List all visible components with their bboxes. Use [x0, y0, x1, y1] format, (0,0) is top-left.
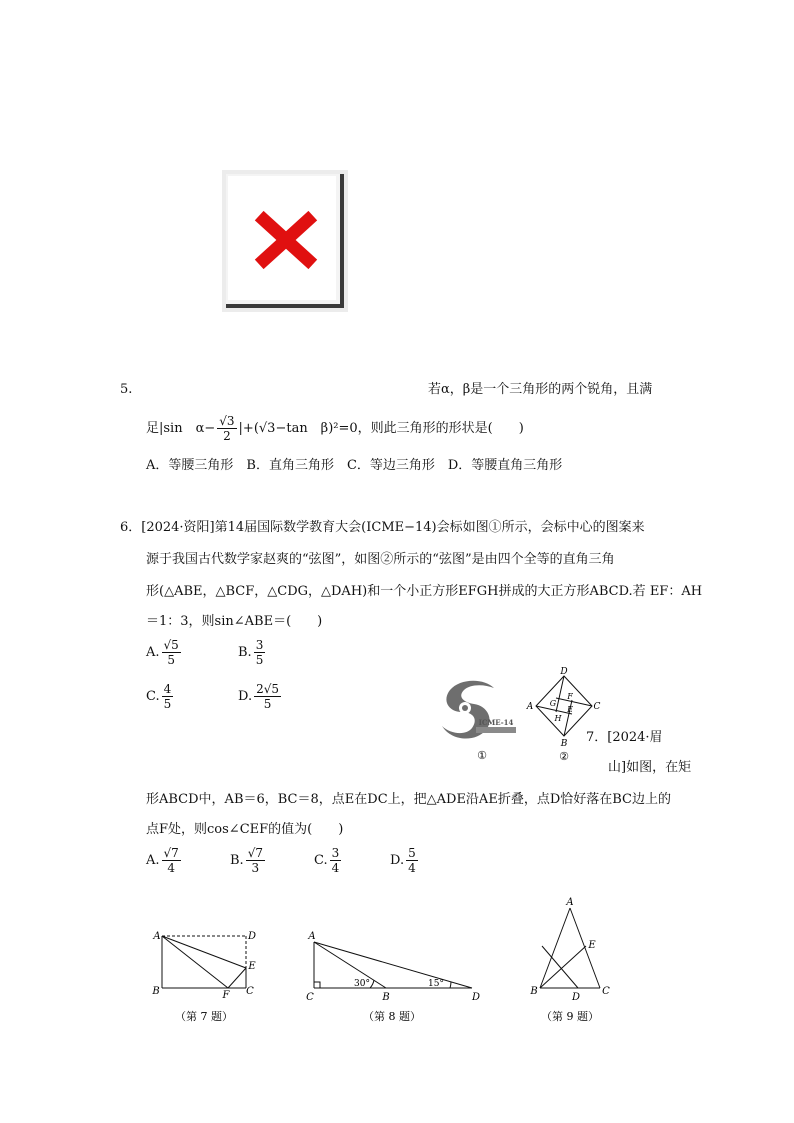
- q6-option-d-den: 5: [263, 697, 272, 711]
- q7-option-a-num: √7: [163, 846, 179, 860]
- q7-option-d-label: D.: [390, 853, 405, 868]
- q7-option-b-frac: [246, 846, 265, 875]
- figure-q7-caption: （第 7 题）: [175, 1010, 233, 1023]
- q6-line3: 形(△ABE，△BCF，△CDG，△DAH)和一个小正方形EFGH拼成的大正方形ABCD.若 EF：AH: [146, 584, 703, 599]
- fig8-point-B: B: [382, 992, 390, 1003]
- fig2-point-D: D: [560, 667, 568, 677]
- q6-option-d-num: 2√5: [256, 682, 280, 696]
- q5-line2-post: |+(√3−tan β)²=0，则此三角形的形状是( ): [238, 421, 524, 436]
- q6-option-b-label: B.: [238, 645, 252, 660]
- q6-option-b-num: 3: [255, 638, 264, 652]
- fig7-point-D: D: [247, 931, 257, 942]
- q6-option-b-den: 5: [255, 653, 264, 667]
- q6-option-c-frac: [162, 682, 174, 711]
- fig2-point-H: H: [554, 714, 562, 723]
- q6-line2: 源于我国古代数学家赵爽的“弦图”，如图②所示的“弦图”是由四个全等的直角三角: [146, 552, 615, 567]
- figure-q7: [146, 924, 266, 1028]
- fig1-label: ①: [477, 749, 487, 762]
- fig2-point-G: G: [549, 699, 557, 708]
- q6-option-b: [238, 638, 267, 667]
- q5-frac-den: 2: [223, 429, 231, 443]
- fig7-point-C: C: [246, 986, 254, 997]
- q5-frac-num: √3: [219, 414, 235, 428]
- icme-logo-text: ICME-14: [478, 718, 514, 727]
- q7-option-d-den: 4: [408, 861, 416, 875]
- q6-line1: 6．[2024·资阳]第14届国际数学教育大会(ICME−14)会标如图①所示，会标中心的图案来: [120, 520, 645, 535]
- q7-option-a-label: A.: [146, 853, 160, 868]
- fig7-point-E: E: [248, 961, 256, 972]
- q5-options: A．等腰三角形 B．直角三角形 C．等边三角形 D．等腰直角三角形: [146, 458, 563, 473]
- q6-option-c-label: C.: [146, 689, 160, 704]
- q7-option-d-num: 5: [408, 846, 416, 860]
- q5-number: 5.: [120, 382, 133, 397]
- q6-option-b-frac: [254, 638, 266, 667]
- fig2-point-B: B: [560, 739, 568, 749]
- figure-q8: [300, 926, 490, 1028]
- figure-q8-caption: （第 8 题）: [363, 1010, 421, 1023]
- q7-option-b: [230, 846, 267, 875]
- figure-q9: [520, 894, 620, 1028]
- fig9-point-D: D: [571, 992, 581, 1003]
- string-diagram-figure: [524, 666, 604, 766]
- fig7-point-F: F: [222, 990, 230, 1001]
- q6-option-a-label: A.: [146, 645, 160, 660]
- icme-logo-figure: [432, 672, 532, 764]
- fig2-point-F: F: [567, 692, 573, 701]
- q6-option-c-den: 5: [163, 697, 172, 711]
- fig9-point-B: B: [530, 986, 538, 997]
- q7-option-b-den: 3: [251, 861, 260, 875]
- q7-option-b-num: √7: [247, 846, 263, 860]
- q7-option-c-frac: [330, 846, 342, 875]
- q6-option-d-frac: [254, 682, 281, 711]
- broken-image-placeholder: [222, 170, 348, 312]
- icme-logo-icon: [442, 681, 516, 739]
- fig2-label: ②: [559, 750, 569, 763]
- q7-option-b-label: B.: [230, 853, 244, 868]
- q6-option-d: [238, 682, 283, 711]
- fig8-angle-30: 30°: [354, 979, 370, 989]
- figure-q7-lines: [162, 936, 246, 988]
- fig7-point-A: A: [153, 931, 161, 942]
- q7-option-c-label: C.: [314, 853, 328, 868]
- broken-image-icon: [222, 170, 348, 312]
- fig9-point-E: E: [588, 940, 596, 951]
- q5-line2: [146, 414, 524, 443]
- q7-line3: 形ABCD中，AB＝6，BC＝8，点E在DC上，把△ADE沿AE折叠，点D恰好落在BC边上的: [146, 792, 671, 807]
- q6-option-a: [146, 638, 183, 667]
- fig8-point-D: D: [471, 992, 481, 1003]
- fig9-point-C: C: [602, 986, 610, 997]
- fig2-point-C: C: [593, 702, 601, 712]
- q5-line2-pre: 足|sin α−: [146, 421, 216, 436]
- fig2-point-A: A: [526, 702, 534, 712]
- q6-option-c-num: 4: [163, 682, 172, 696]
- q7-line4: 点F处，则cos∠CEF的值为( ): [146, 822, 344, 837]
- fig8-angle-15: 15°: [428, 979, 444, 989]
- fig7-point-B: B: [152, 986, 160, 997]
- q7-line1: 7．[2024·眉: [586, 730, 663, 745]
- figure-q8-lines: [314, 942, 472, 988]
- q5-line1: 若α，β是一个三角形的两个锐角，且满: [428, 382, 653, 397]
- q6-option-a-num: √5: [163, 638, 179, 652]
- q7-line2: 山]如图，在矩: [608, 760, 692, 775]
- q6-option-d-label: D.: [238, 689, 253, 704]
- q6-line4: ＝1：3，则sin∠ABE＝( ): [146, 614, 323, 629]
- q7-option-c-num: 3: [331, 846, 340, 860]
- fig8-point-C: C: [306, 992, 314, 1003]
- q7-option-a: [146, 846, 183, 875]
- fig9-point-A: A: [566, 897, 574, 908]
- fig2-point-E: E: [567, 705, 573, 714]
- fig8-point-A: A: [308, 931, 316, 942]
- q6-option-a-frac: [162, 638, 181, 667]
- q7-option-c: [314, 846, 343, 875]
- q7-option-d-frac: [406, 846, 418, 875]
- q5-fraction: [217, 414, 236, 443]
- q7-option-a-den: 4: [167, 861, 175, 875]
- q6-option-a-den: 5: [167, 653, 175, 667]
- q7-option-a-frac: [162, 846, 181, 875]
- figure-q9-caption: （第 9 题）: [541, 1010, 599, 1023]
- string-diagram-lines: [536, 676, 592, 736]
- q7-option-c-den: 4: [331, 861, 340, 875]
- q7-option-d: [390, 846, 420, 875]
- q6-option-c: [146, 682, 175, 711]
